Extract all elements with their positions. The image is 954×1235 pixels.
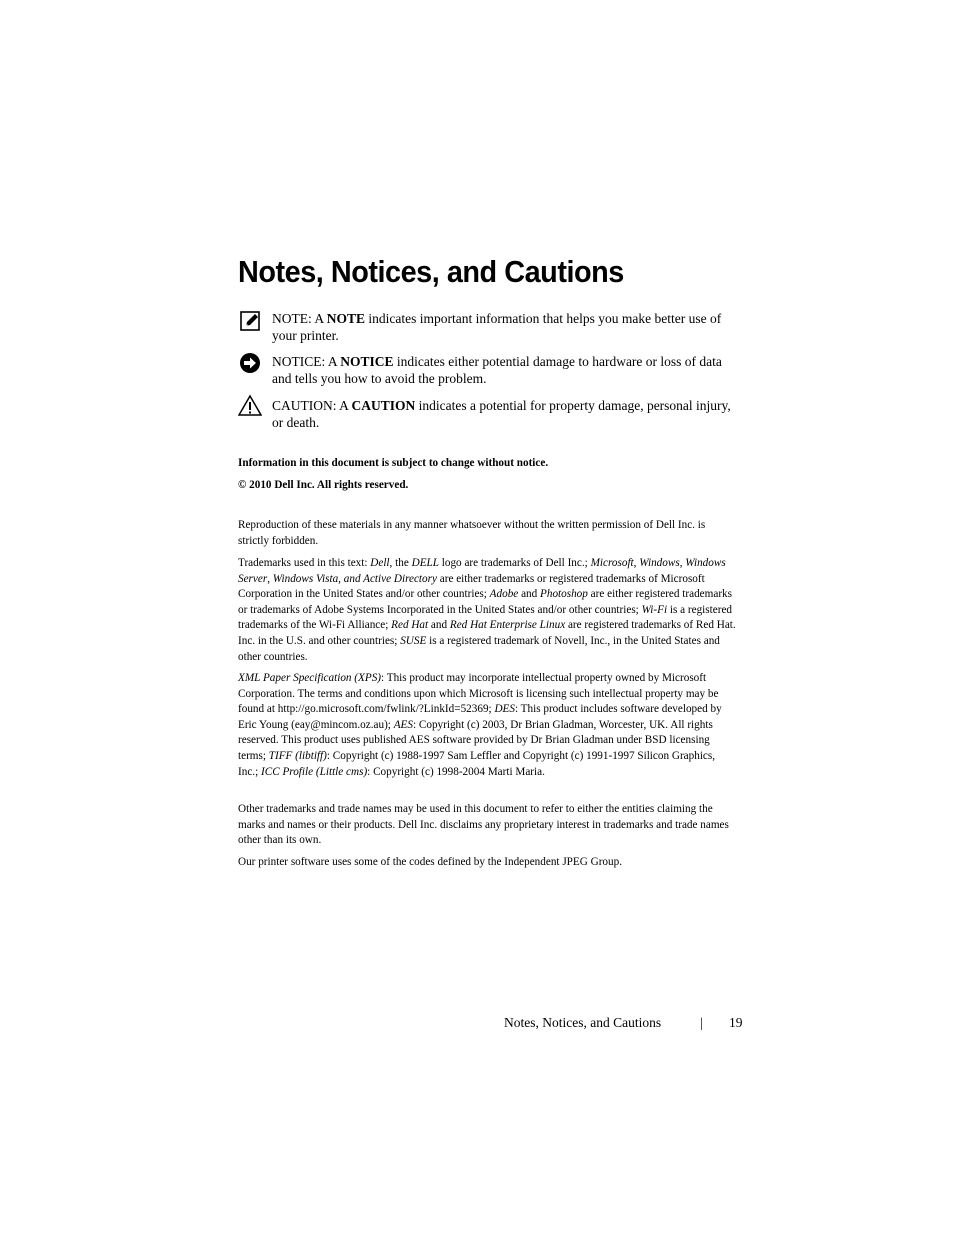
- footer-separator: |: [700, 1015, 703, 1030]
- trademarks-paragraph: Trademarks used in this text: Dell, the DELL logo are trademarks of Dell Inc.; Microsoft, Windows, Windows Server, Windows Vista, and Active Directory are either trademarks or registered trademarks of Microsoft Corporation in the United States and/or other countries; Adobe and Photoshop are either registered trademarks or trademarks of Adobe Systems Incorporated in the United States and/or other countries; Wi-Fi is a registered trademarks of the Wi-Fi Alliance; Red Hat and Red Hat Enterprise Linux are registered trademarks of Red Hat. Inc. in the U.S. and other countries; SUSE is a registered trademark of Novell, Inc., in the United States and other countries.: [238, 557, 736, 663]
- notice-text: NOTICE: A NOTICE indicates either potential damage to hardware or loss of data and tells you how to avoid the problem.: [272, 354, 722, 386]
- note-text: NOTE: A NOTE indicates important information that helps you make better use of your printer.: [272, 311, 722, 343]
- reproduction-paragraph: Reproduction of these materials in any manner whatsoever without the written permission of Dell Inc. is strictly forbidden.: [238, 519, 706, 547]
- xps-licensing-paragraph: XML Paper Specification (XPS): This product may incorporate intellectual property owned by Microsoft Corporation. The terms and conditions upon which Microsoft is licensing such intellectual property may be found at http://go.microsoft.com/fwlink/?LinkId=52369; DES: This product includes software developed by Eric Young (eay@mincom.oz.au); AES: Copyright (c) 2003, Dr Brian Gladman, Worcester, UK. All rights reserved. This product uses published AES software provided by Dr Brian Gladman under BSD licensing terms; TIFF (libtiff): Copyright (c) 1988-1997 Sam Leffler and Copyright (c) 1991-1997 Silicon Graphics, Inc.; ICC Profile (Little cms): Copyright (c) 1998-2004 Marti Maria.: [238, 672, 722, 778]
- pencil-note-icon: [238, 310, 262, 334]
- footer-section-title: Notes, Notices, and Cautions: [504, 1015, 662, 1030]
- warning-triangle-icon: [238, 394, 262, 418]
- footer-page-number: 19: [729, 1015, 743, 1030]
- caution-text: CAUTION: A CAUTION indicates a potential for property damage, personal injury, or death.: [272, 398, 731, 430]
- jpeg-paragraph: Our printer software uses some of the codes defined by the Independent JPEG Group.: [238, 856, 623, 868]
- caution-keyword: CAUTION: [351, 398, 416, 413]
- note-keyword: NOTE: [326, 311, 366, 326]
- note-callout: [238, 310, 738, 344]
- note-label: NOTE:: [272, 311, 312, 326]
- page-title: Notes, Notices, and Cautions: [238, 254, 624, 289]
- notice-label: NOTICE:: [272, 354, 326, 369]
- caution-callout: [238, 397, 738, 431]
- other-trademarks-paragraph: Other trademarks and trade names may be used in this document to refer to either the entities claiming the marks and names or their products. Dell Inc. disclaims any proprietary interest in trademarks and trade names other than its own.: [238, 803, 729, 847]
- info-change-notice: Information in this document is subject to change without notice.: [238, 457, 549, 469]
- notice-callout: [238, 353, 738, 387]
- notice-keyword: NOTICE: [340, 354, 394, 369]
- notice-arrow-icon: [238, 351, 262, 375]
- caution-label: CAUTION:: [272, 398, 337, 413]
- copyright-line: © 2010 Dell Inc. All rights reserved.: [238, 479, 409, 491]
